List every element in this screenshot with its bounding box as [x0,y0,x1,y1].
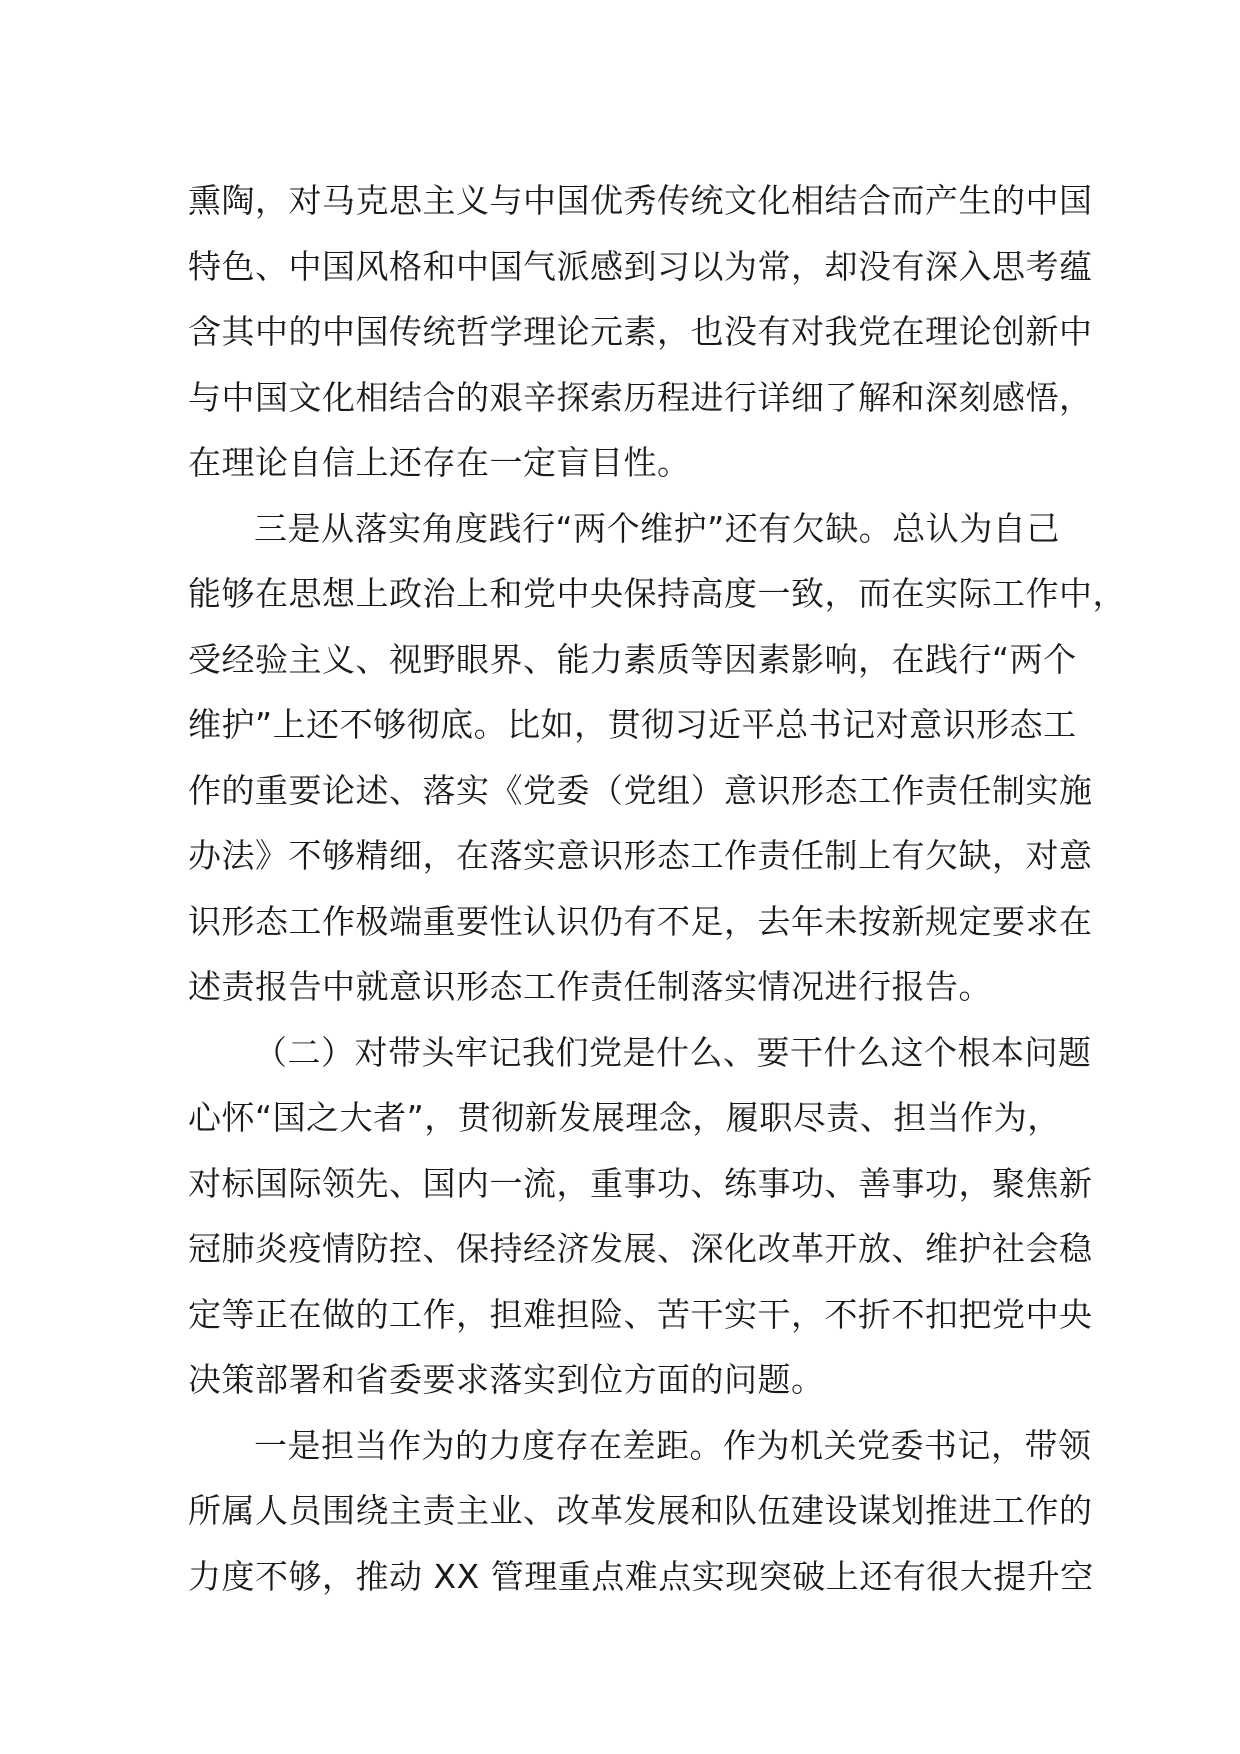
text-line: 作的重要论述、落实《党委（党组）意识形态工作责任制实施 [188,770,1093,810]
text-line: 特色、中国风格和中国气派感到习以为常，却没有深入思考蕴 [188,246,1093,286]
text-line: 心怀“国之大者”，贯彻新发展理念，履职尽责、担当作为， [188,1098,1061,1137]
text-line: 述责报告中就意识形态工作责任制落实情况进行报告。 [188,967,992,1006]
text-line: 一是担当作为的力度存在差距。作为机关党委书记，带领 [254,1425,1092,1465]
text-line: 维护”上还不够彻底。比如，贯彻习近平总书记对意识形态工 [188,705,1077,744]
paragraph-theory-confidence [188,168,1093,496]
text-line: 办法》不够精细，在落实意识形态工作责任制上有欠缺，对意 [188,836,1093,875]
text-line: 受经验主义、视野眼界、能力素质等因素影响，在践行“两个 [188,639,1077,679]
text-line: 识形态工作极端重要性认识仍有不足，去年未按新规定要求在 [188,901,1093,941]
text-line: 冠肺炎疫情防控、保持经济发展、深化改革开放、维护社会稳 [188,1229,1093,1268]
text-line: 在理论自信上还存在一定盲目性。 [188,443,691,482]
paragraph-responsibility-gap [188,1413,1094,1610]
text-line: 含其中的中国传统哲学理论元素，也没有对我党在理论创新中 [188,312,1093,351]
paragraph-section-two-heading [188,1020,1093,1413]
text-line: 与中国文化相结合的艰辛探索历程进行详细了解和深刻感悟， [188,377,1093,417]
text-line: （二）对带头牢记我们党是什么、要干什么这个根本问题 [254,1032,1092,1072]
text-line: 所属人员围绕主责主业、改革发展和队伍建设谋划推进工作的 [188,1491,1093,1530]
text-line: 对标国际领先、国内一流，重事功、练事功、善事功，聚焦新 [188,1163,1093,1203]
text-line: 三是从落实角度践行“两个维护”还有欠缺。总认为自己 [254,508,1060,548]
text-line: 力度不够，推动 XX 管理重点难点实现突破上还有很大提升空 [188,1556,1094,1596]
text-line: 定等正在做的工作，担难担险、苦干实干，不折不扣把党中央 [188,1294,1093,1334]
text-line: 熏陶，对马克思主义与中国优秀传统文化相结合而产生的中国 [188,181,1093,220]
text-line: 决策部署和省委要求落实到位方面的问题。 [188,1360,825,1399]
document-body [188,168,1126,1609]
text-line: 能够在思想上政治上和党中央保持高度一致，而在实际工作中， [188,574,1126,613]
paragraph-two-safeguards [188,496,1126,1020]
